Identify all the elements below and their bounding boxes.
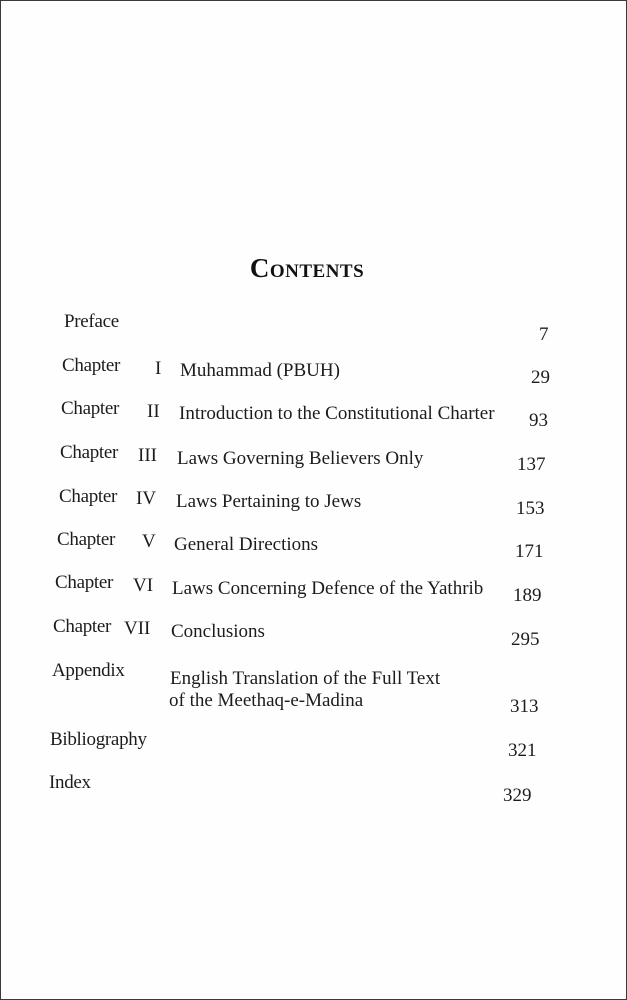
chapter-7-page: 295 [511, 629, 540, 650]
chapter-1-numeral: I [155, 358, 162, 379]
chapter-3-label: Chapter [60, 442, 119, 463]
chapter-4-numeral: IV [136, 488, 157, 509]
appendix-label: Appendix [52, 660, 125, 681]
chapter-2-numeral: II [147, 401, 160, 422]
chapter-3-page: 137 [517, 454, 546, 475]
chapter-7-numeral: VII [124, 618, 151, 639]
chapter-3-title: Laws Governing Believers Only [177, 448, 424, 469]
chapter-2-title: Introduction to the Constitutional Charter [179, 403, 495, 424]
preface-label: Preface [64, 311, 119, 332]
appendix-title-line2: of the Meethaq-e-Madina [169, 690, 364, 711]
chapter-6-numeral: VI [133, 575, 154, 596]
bibliography-label: Bibliography [50, 729, 147, 750]
chapter-2-page: 93 [529, 410, 548, 431]
index-page: 329 [503, 785, 532, 806]
chapter-3-numeral: III [138, 445, 157, 466]
chapter-5-page: 171 [515, 541, 544, 562]
appendix-page: 313 [510, 696, 539, 717]
chapter-5-numeral: V [142, 531, 156, 552]
preface-page: 7 [539, 324, 549, 345]
chapter-1-label: Chapter [62, 355, 121, 376]
chapter-6-page: 189 [513, 585, 542, 606]
chapter-7-title: Conclusions [171, 621, 265, 642]
chapter-1-title: Muhammad (PBUH) [180, 360, 340, 381]
index-label: Index [49, 772, 91, 793]
chapter-6-label: Chapter [55, 572, 114, 593]
appendix-title-line1: English Translation of the Full Text [170, 668, 441, 689]
chapter-1-page: 29 [531, 367, 550, 388]
chapter-4-label: Chapter [59, 486, 118, 507]
chapter-5-title: General Directions [174, 534, 319, 555]
chapter-7-label: Chapter [53, 616, 112, 637]
contents-title: Contents [249, 253, 365, 283]
chapter-2-label: Chapter [61, 398, 120, 419]
chapter-4-title: Laws Pertaining to Jews [176, 491, 362, 512]
bibliography-page: 321 [508, 740, 537, 761]
chapter-4-page: 153 [516, 498, 545, 519]
chapter-6-title: Laws Concerning Defence of the Yathrib [172, 578, 484, 599]
chapter-5-label: Chapter [57, 529, 116, 550]
